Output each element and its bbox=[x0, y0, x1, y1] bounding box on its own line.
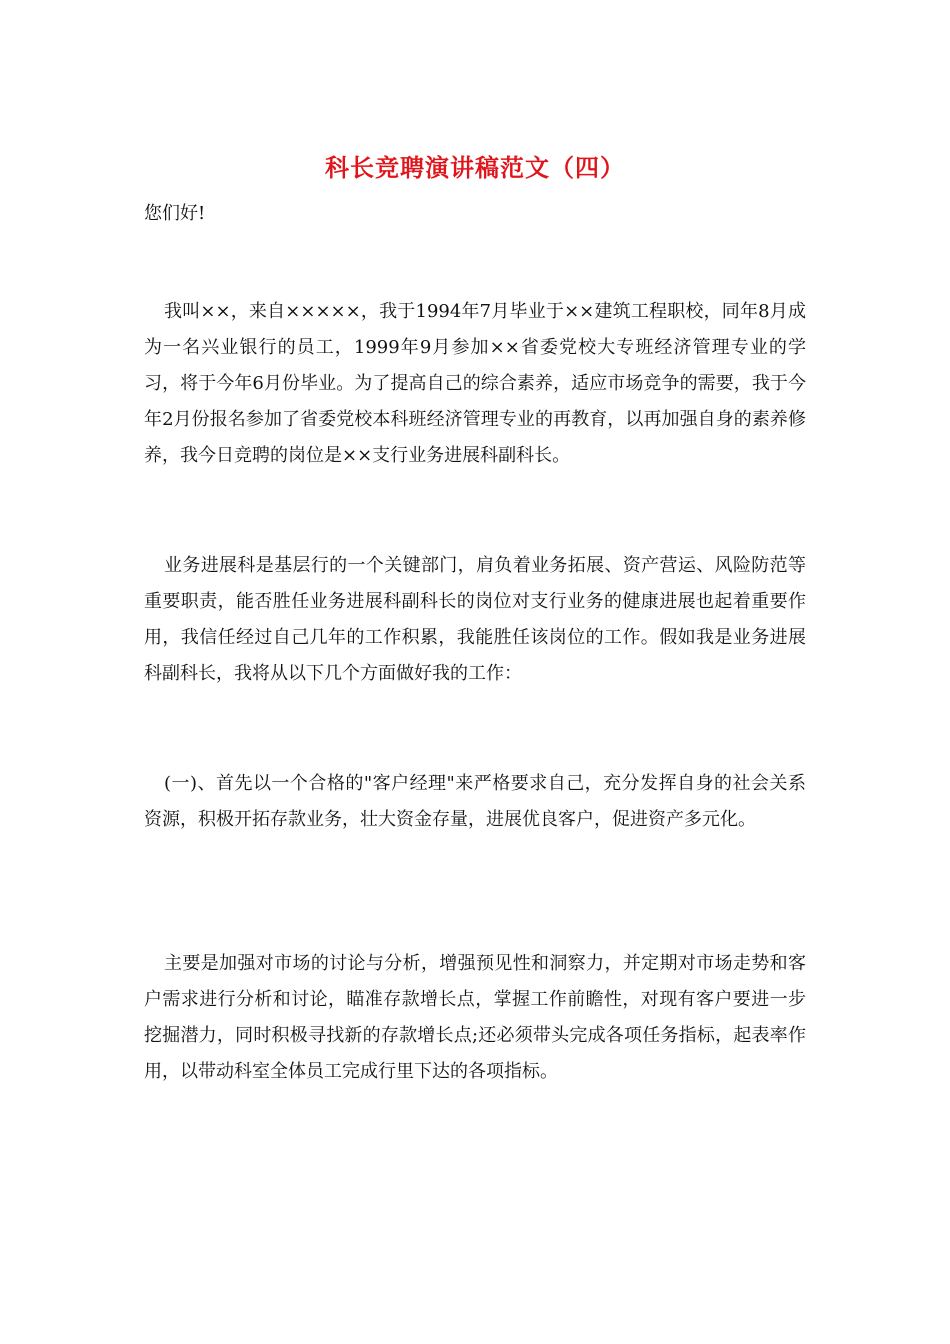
greeting-line: 您们好! bbox=[144, 203, 206, 224]
paragraph-market-analysis: 主要是加强对市场的讨论与分析，增强预见性和洞察力，并定期对市场走势和客户需求进行分析和讨论，瞄准存款增长点，掌握工作前瞻性，对现有客户要进一步挖掘潜力，同时积极寻找新的存款增长点;还必须带头完成各项任务指标，起表率作用，以带动科室全体员工完成行里下达的各项指标。 bbox=[144, 953, 806, 1082]
paragraph-point-one: (一)、首先以一个合格的"客户经理"来严格要求自己，充分发挥自身的社会关系资源，积极开拓存款业务，壮大资金存量，进展优良客户，促进资产多元化。 bbox=[144, 773, 806, 830]
paragraph-introduction: 我叫××，来自×××××，我于1994年7月毕业于××建筑工程职校，同年8月成为一名兴业银行的员工，1999年9月参加××省委党校大专班经济管理专业的学习，将于今年6月份毕业。为了提高自己的综合素养，适应市场竞争的需要，我于今年2月份报名参加了省委党校本科班经济管理专业的再教育，以再加强自身的素养修养，我今日竞聘的岗位是××支行业务进展科副科长。 bbox=[144, 301, 806, 466]
document-title: 科长竞聘演讲稿范文（四） bbox=[325, 153, 625, 182]
paragraph-department-role: 业务进展科是基层行的一个关键部门，肩负着业务拓展、资产营运、风险防范等重要职责，能否胜任业务进展科副科长的岗位对支行业务的健康进展也起着重要作用，我信任经过自己几年的工作积累，我能胜任该岗位的工作。假如我是业务进展科副科长，我将从以下几个方面做好我的工作： bbox=[144, 555, 806, 684]
